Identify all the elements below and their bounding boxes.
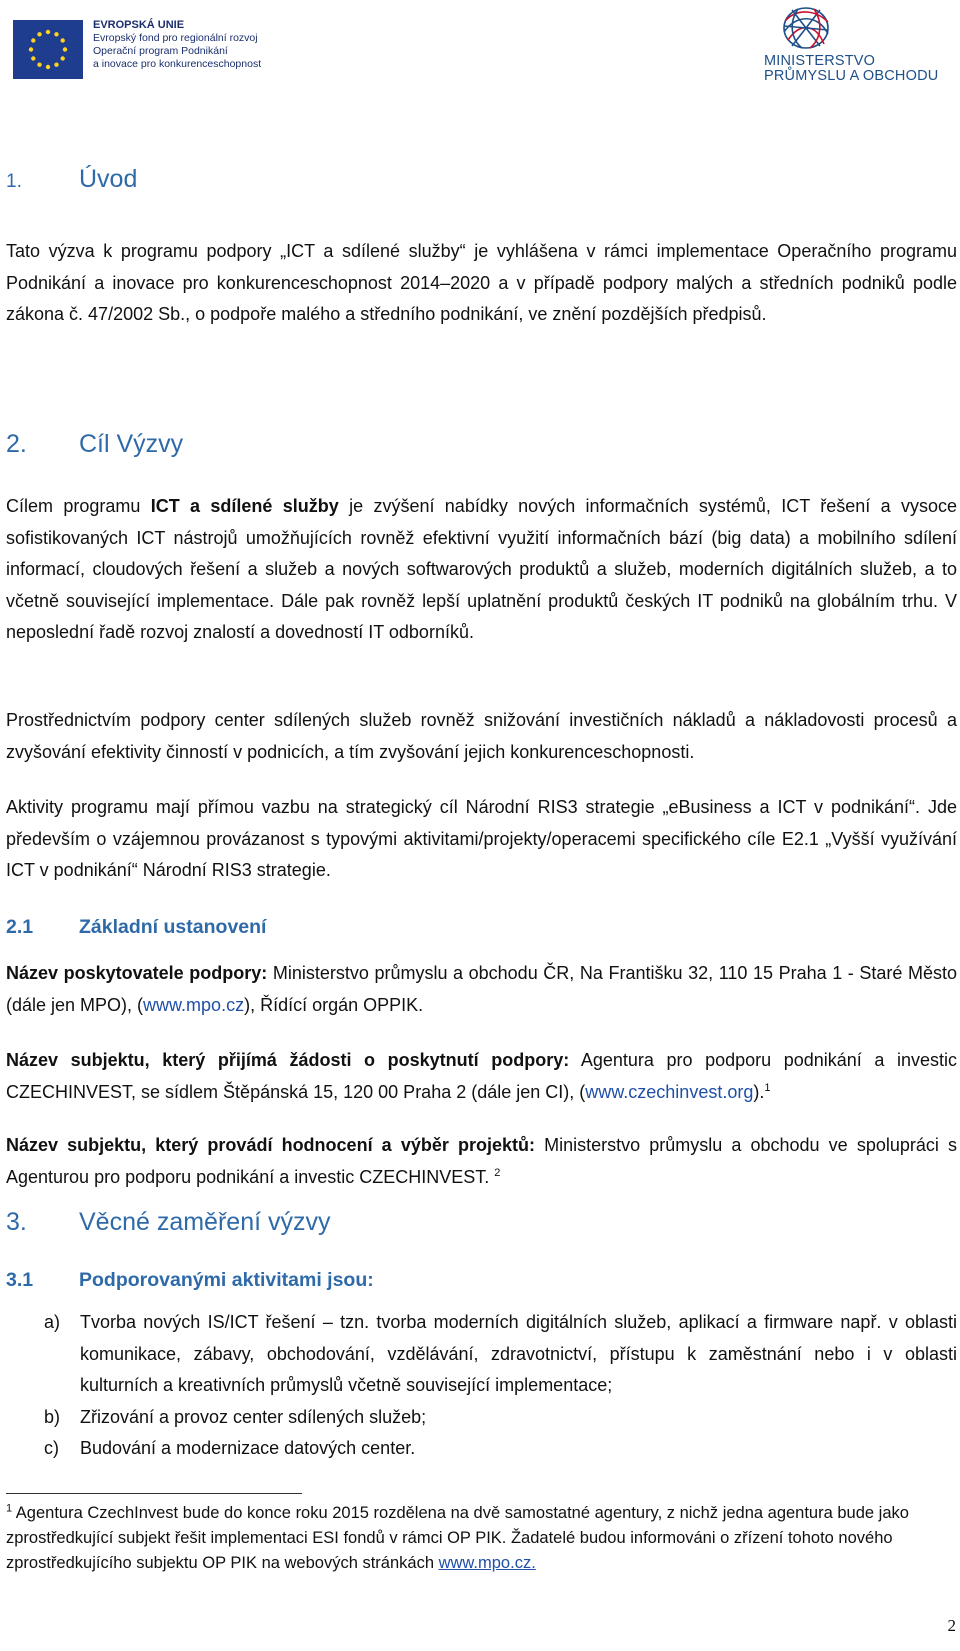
czechinvest-link[interactable]: www.czechinvest.org (585, 1081, 754, 1102)
list-marker: b) (44, 1406, 61, 1427)
section-1-heading (6, 165, 137, 194)
mpo-logo-line: MINISTERSTVO (764, 53, 876, 69)
label-bold: Název poskytovatele podpory: (6, 963, 268, 983)
page-number: 2 (947, 1616, 956, 1635)
evaluator-paragraph (6, 1130, 957, 1193)
eu-logo-line: a inovace pro konkurenceschopnost (93, 58, 262, 70)
list-marker: a) (44, 1312, 61, 1332)
label-bold: Název subjektu, který provádí hodnocení a výběr projektů: (6, 1135, 535, 1155)
section-3-heading (6, 1208, 331, 1237)
text-run: Ministerstvo průmyslu a obchodu ve spolupráci s Agenturou pro podporu podnikání a investic CZECHINVEST. (6, 1135, 957, 1187)
section-1-paragraph: Tato výzva k programu podpory „ICT a sdílené služby“ je vyhlášena v rámci implementace Operačního programu Podnikání a inovace pro konkurenceschopnost 2014–2020 a v případě podpory malých a středních podniků podle zákona č. 47/2002 Sb., o podpoře malého a středního podnikání, ve znění pozdějších předpisů. (6, 241, 957, 325)
eu-logo-line: Operační program Podnikání (93, 45, 228, 57)
list-item (44, 1307, 957, 1402)
section-2-paragraph-1 (6, 491, 957, 649)
section-number: 2. (6, 430, 27, 458)
list-item-text: Tvorba nových IS/ICT řešení – tzn. tvorba moderních digitálních služeb, aplikací a firmware např. v oblasti komunikace, zábavy, obchodování, vzdělávání, zdravotnictví, přístupu k zaměstnání nebo i v oblasti kulturních a kreativních průmyslů včetně související implementace; (80, 1312, 957, 1396)
footnote-ref[interactable]: 1 (764, 1081, 771, 1094)
text-run: Ministerstvo průmyslu a obchodu ČR, Na Františku 32, 110 15 Praha 1 - Staré Město (dále jen MPO), ( (6, 963, 957, 1015)
provider-paragraph (6, 958, 957, 1021)
section-title: Základní ustanovení (79, 916, 267, 938)
eu-logo (13, 20, 261, 79)
section-title: Podporovanými aktivitami jsou: (79, 1269, 374, 1291)
footnote-separator (6, 1493, 302, 1494)
section-number: 3. (6, 1208, 27, 1236)
receiver-paragraph (6, 1045, 957, 1108)
footnote-ref[interactable]: 2 (494, 1166, 501, 1179)
activities-list (44, 1307, 957, 1465)
section-2-paragraph-3: Aktivity programu mají přímou vazbu na strategický cíl Národní RIS3 strategie „eBusiness a ICT v podnikání“. Jde především o vzájemnou provázanost s typovými aktivitami/projekty/operacemi specifického cíle E2.1 „Vyšší využívání ICT v podnikání“ Národní RIS3 strategie. (6, 797, 957, 881)
eu-logo-line: EVROPSKÁ UNIE (93, 19, 185, 31)
mpo-logo-text (764, 54, 938, 84)
text-run: je zvýšení nabídky nových informačních systémů, ICT řešení a vysoce sofistikovaných ICT nástrojů umožňujících rovněž efektivní využití informačních bází (big data) a mobilního sdílení informací, cloudových řešení a služeb a nových softwarových produktů a služeb, moderních digitálních služeb, a to včetně související implementace. Dále pak rovněž lepší uplatnění produktů českých IT podniků na globálním trhu. V neposlední řadě rozvoj znalostí a dovedností IT odborníků. (6, 496, 957, 643)
section-title: Cíl Výzvy (79, 430, 184, 458)
list-marker: c) (44, 1438, 59, 1459)
footnote-mpo-link[interactable]: www.mpo.cz. (438, 1554, 536, 1572)
section-2-1-heading (6, 916, 266, 939)
list-item-text: Zřizování a provoz center sdílených služeb; (80, 1406, 427, 1427)
text-run: ). (753, 1081, 765, 1102)
eu-logo-line: Evropský fond pro regionální rozvoj (93, 32, 258, 44)
text-run: Cílem programu (6, 496, 151, 516)
list-item (44, 1402, 957, 1434)
text-run: Agentura pro podporu podnikání a investic CZECHINVEST, se sídlem Štěpánská 15, 120 00 Praha 2 (dále jen CI), ( (6, 1050, 957, 1102)
footnote-text: Agentura CzechInvest bude do konce roku 2015 rozdělena na dvě samostatné agentury, z nichž jedna agentura bude jako zprostředkující subjekt řešit implementaci ESI fondů v rámci OP PIK. Žadatelé budou informováni o zřízení tohoto nového zprostředkujícího subjektu OP PIK na webových stránkách (6, 1504, 909, 1572)
section-title: Úvod (79, 165, 138, 193)
section-3-1-heading (6, 1269, 374, 1292)
section-number: 2.1 (6, 916, 34, 938)
section-number: 3.1 (6, 1269, 34, 1291)
section-2-paragraph-2: Prostřednictvím podpory center sdílených služeb rovněž snižování investičních nákladů a nákladovosti procesů a zvyšování efektivity činností v podnicích, a tím zvyšování jejich konkurenceschopnosti. (6, 710, 957, 762)
section-title: Věcné zaměření výzvy (79, 1208, 331, 1236)
eu-flag-icon (13, 20, 83, 79)
mpo-link[interactable]: www.mpo.cz (143, 994, 245, 1015)
section-2-heading (6, 430, 183, 459)
label-bold: Název subjektu, který přijímá žádosti o poskytnutí podpory: (6, 1050, 570, 1070)
list-item-text: Budování a modernizace datových center. (80, 1438, 416, 1459)
eu-logo-text (93, 19, 261, 71)
program-name: ICT a sdílené služby (150, 496, 339, 516)
footnote (6, 1501, 936, 1576)
list-item (44, 1433, 957, 1465)
section-number: 1. (6, 171, 22, 192)
footnote-number: 1 (6, 1502, 13, 1515)
text-run: ), Řídící orgán OPPIK. (244, 994, 424, 1015)
mpo-logo-line: PRŮMYSLU A OBCHODU (764, 68, 939, 84)
